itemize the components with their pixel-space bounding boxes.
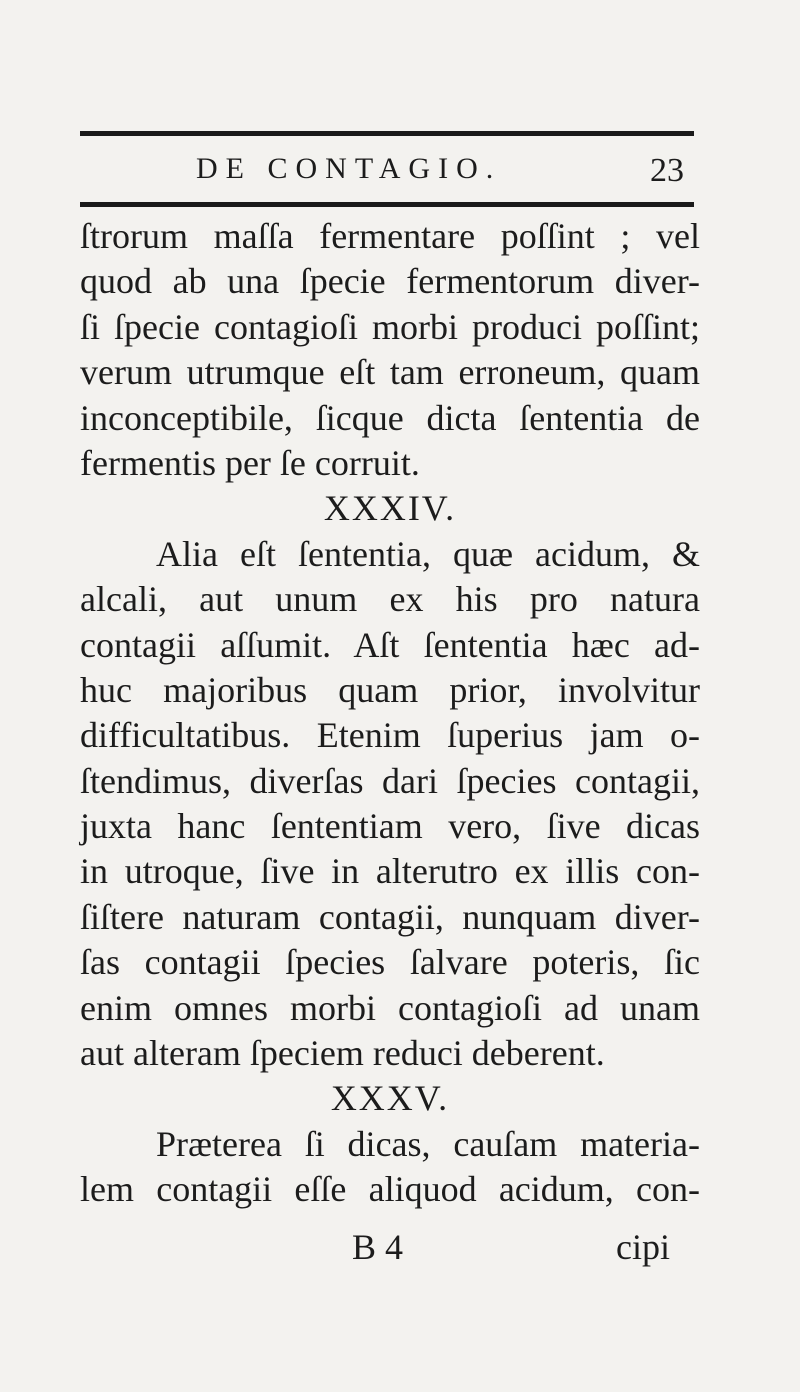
text-line: ſas contagii ſpecies ſalvare poteris, ſic xyxy=(80,942,700,983)
text-line: Præterea ſi dicas, cauſam materia- xyxy=(156,1123,700,1164)
text-line: aut alteram ſpeciem reduci deberent. xyxy=(80,1033,605,1074)
header-rule-bottom xyxy=(80,202,694,207)
text-line: Alia eſt ſententia, quæ acidum, & xyxy=(156,533,700,574)
text-line: contagii aſſumit. Aſt ſententia hæc ad- xyxy=(80,624,700,665)
running-title: DE CONTAGIO. xyxy=(196,152,502,185)
text-line: enim omnes morbi contagioſi ad unam xyxy=(80,987,700,1028)
text-line: verum utrumque eſt tam erroneum, quam xyxy=(80,352,700,393)
running-head xyxy=(80,152,694,192)
page-number: 23 xyxy=(650,152,684,189)
text-line: ſiſtere naturam contagii, nunquam diver- xyxy=(80,896,700,937)
text-line: ſtrorum maſſa fermentare poſſint ; vel xyxy=(80,216,700,256)
text-line: in utroque, ſive in alterutro ex illis con- xyxy=(80,851,700,892)
catchword: cipi xyxy=(616,1227,670,1267)
text-line: huc majoribus quam prior, involvitur xyxy=(80,669,700,710)
text-line: inconceptibile, ſicque dicta ſententia de xyxy=(80,397,700,438)
text-line: difficultatibus. Etenim ſuperius jam o- xyxy=(80,715,700,756)
section-heading: XXXV. xyxy=(330,1078,450,1119)
text-line: alcali, aut unum ex his pro natura xyxy=(80,579,700,620)
header-rule-top xyxy=(80,131,694,136)
signature-mark: B 4 xyxy=(352,1227,404,1267)
text-line: juxta hanc ſententiam vero, ſive dicas xyxy=(80,806,700,847)
text-line: fermentis per ſe corruit. xyxy=(80,442,420,483)
page-footer xyxy=(80,1226,700,1276)
section-heading: XXXIV. xyxy=(323,488,457,529)
text-line: lem contagii eſſe aliquod acidum, con- xyxy=(80,1169,700,1210)
text-body xyxy=(80,214,700,1213)
text-line: quod ab una ſpecie fermentorum diver- xyxy=(80,261,700,302)
text-line: ſtendimus, diverſas dari ſpecies contagii, xyxy=(80,760,700,801)
text-line: ſi ſpecie contagioſi morbi produci poſſint; xyxy=(80,306,700,347)
